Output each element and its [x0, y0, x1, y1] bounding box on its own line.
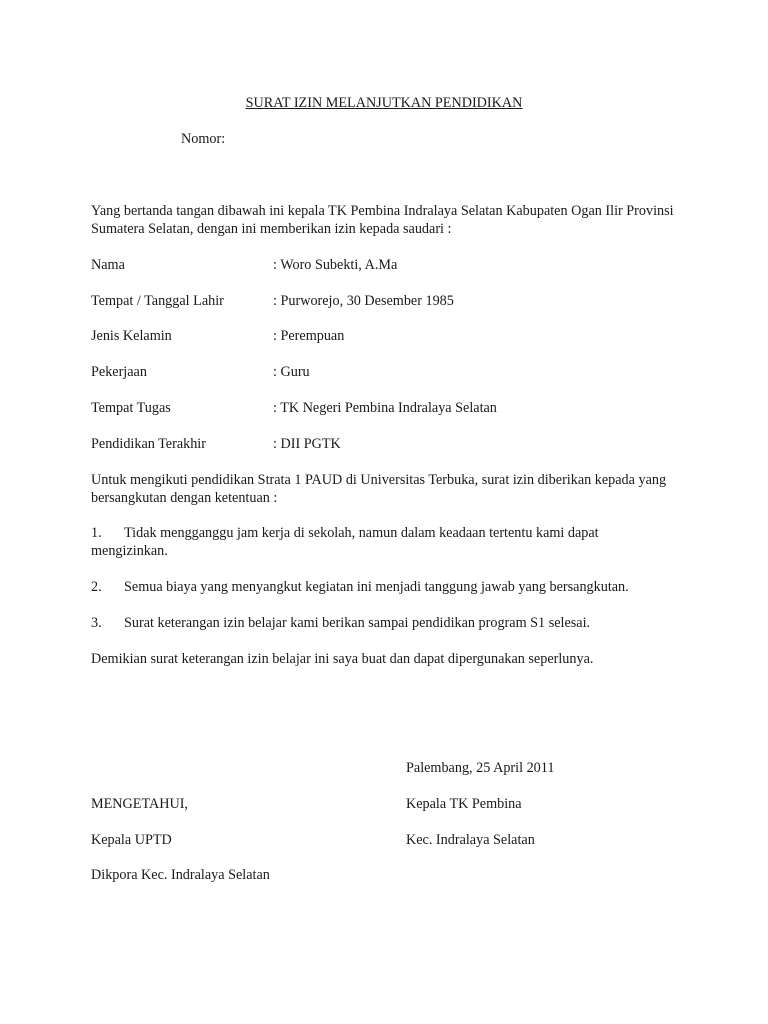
field-label-pendidikan-terakhir: Pendidikan Terakhir — [91, 436, 206, 452]
field-label-nama: Nama — [91, 257, 125, 273]
field-value-tempat-tugas: : TK Negeri Pembina Indralaya Selatan — [273, 400, 497, 416]
letter-title: SURAT IZIN MELANJUTKAN PENDIDIKAN — [245, 95, 523, 111]
condition-number: 1. — [91, 525, 102, 541]
condition-text: Surat keterangan izin belajar kami berikan sampai pendidikan program S1 selesai. — [124, 615, 591, 631]
intro-paragraph: Yang bertanda tangan dibawah ini kepala TK Pembina Indralaya Selatan Kabupaten Ogan Ilir Provinsi Sumatera Selatan, dengan ini memberikan izin kepada saudari : — [91, 203, 674, 237]
right-signature-line: Kec. Indralaya Selatan — [406, 832, 535, 848]
condition-number: 3. — [91, 615, 102, 631]
purpose-paragraph: Untuk mengikuti pendidikan Strata 1 PAUD di Universitas Terbuka, surat izin diberikan kepada yang bersangkutan dengan ketentuan : — [91, 472, 667, 506]
field-value-jenis-kelamin: : Perempuan — [273, 328, 345, 344]
left-signature-line: Kepala UPTD — [91, 832, 172, 848]
field-label-jenis-kelamin: Jenis Kelamin — [91, 328, 172, 344]
place-date: Palembang, 25 April 2011 — [406, 760, 555, 776]
condition-text: Semua biaya yang menyangkut kegiatan ini menjadi tanggung jawab yang bersangkutan. — [124, 579, 629, 595]
left-signature-line: MENGETAHUI, — [91, 796, 188, 812]
condition-text: Tidak mengganggu jam kerja di sekolah, namun dalam keadaan tertentu kami dapat mengizinkan. — [91, 525, 599, 559]
field-value-pendidikan-terakhir: : DII PGTK — [273, 436, 341, 452]
closing-paragraph: Demikian surat keterangan izin belajar ini saya buat dan dapat dipergunakan seperlunya. — [91, 651, 594, 667]
field-label-tempat-tugas: Tempat Tugas — [91, 400, 171, 416]
field-value-pekerjaan: : Guru — [273, 364, 310, 380]
left-signature-line: Dikpora Kec. Indralaya Selatan — [91, 867, 270, 883]
right-signature-line: Kepala TK Pembina — [406, 796, 522, 812]
field-value-tempat-tanggal-lahir: : Purworejo, 30 Desember 1985 — [273, 293, 454, 309]
nomor-label: Nomor: — [181, 131, 226, 147]
condition-number: 2. — [91, 579, 102, 595]
field-label-pekerjaan: Pekerjaan — [91, 364, 147, 380]
field-label-tempat-tanggal-lahir: Tempat / Tanggal Lahir — [91, 293, 224, 309]
field-value-nama: : Woro Subekti, A.Ma — [273, 257, 398, 273]
